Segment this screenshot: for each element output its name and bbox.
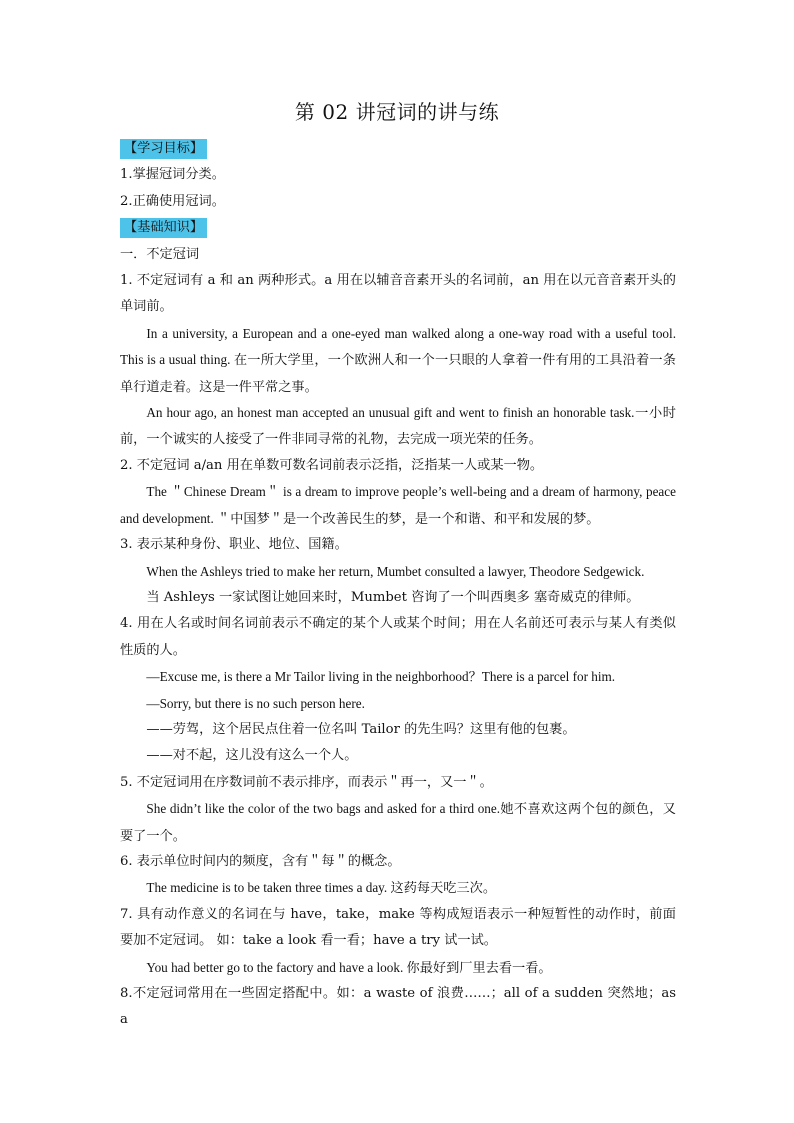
example-paragraph: In a university, a European and a one-eyed man walked along a one-way road with a useful tool. This is a usual thing. 在一所大学里，一个欧洲人和一个一只眼的人拿着一件有用的工具沿着一条单行道走着。这是一件平常之事。 — [120, 325, 676, 394]
example-translation: ——劳驾，这个居民点住着一位名叫 Tailor 的先生吗？这里有他的包裹。 — [146, 721, 576, 737]
rule-paragraph: 7. 具有动作意义的名词在与 have，take，make 等构成短语表示一种短暂性的动作时，前面要加不定冠词。 如：take a look 看一看；have a try 试一试。 — [120, 906, 676, 949]
example-paragraph: When the Ashleys tried to make her return, Mumbet consulted a lawyer, Theodore Sedgewick. — [146, 563, 645, 579]
example-translation: 当 Ashleys 一家试图让她回来时，Mumbet 咨询了一个叫西奥多 塞奇威克的律师。 — [146, 589, 640, 605]
rule-paragraph: 8.不定冠词常用在一些固定搭配中。如：a waste of 浪费……；all of a sudden 突然地；as a — [120, 986, 676, 1028]
example-paragraph: The medicine is to be taken three times a day. 这药每天吃三次。 — [146, 880, 497, 896]
objective-item: 2.正确使用冠词。 — [120, 193, 225, 209]
page-title: 第 02 讲冠词的讲与练 — [294, 100, 500, 124]
rule-paragraph: 3. 表示某种身份、职业、地位、国籍。 — [120, 537, 348, 553]
example-translation: ——对不起，这儿没有这么一个人。 — [146, 748, 358, 764]
example-paragraph: She didn’t like the color of the two bags and asked for a third one.她不喜欢这两个包的颜色，又要了一个。 — [120, 801, 676, 843]
rule-paragraph: 2. 不定冠词 a/an 用在单数可数名词前表示泛指，泛指某一人或某一物。 — [120, 457, 544, 473]
objective-item: 1.掌握冠词分类。 — [120, 167, 225, 183]
example-paragraph: —Excuse me, is there a Mr Tailor living in the neighborhood？There is a parcel for him. — [146, 669, 616, 685]
basics-heading: 【基础知识】 — [120, 218, 207, 238]
rule-paragraph: 5. 不定冠词用在序数词前不表示排序，而表示＂再一，又一＂。 — [120, 774, 493, 790]
rule-paragraph: 1. 不定冠词有 a 和 an 两种形式。a 用在以辅音音素开头的名词前，an 用在以元音音素开头的单词前。 — [120, 273, 676, 315]
example-paragraph: An hour ago, an honest man accepted an unusual gift and went to finish an honorable task.一小时前，一个诚实的人接受了一件非同寻常的礼物，去完成一项光荣的任务。 — [120, 405, 676, 447]
objectives-heading: 【学习目标】 — [120, 139, 207, 159]
example-paragraph: The ＂Chinese Dream＂ is a dream to improve people’s well-being and a dream of harmony, peace and development. ＂中国梦＂是一个改善民生的梦，是一个和谐、和平和发展的梦。 — [120, 484, 676, 526]
example-paragraph: —Sorry, but there is no such person here. — [146, 695, 365, 711]
document-body — [120, 136, 676, 1034]
rule-paragraph: 4. 用在人名或时间名词前表示不确定的某个人或某个时间；用在人名前还可表示与某人有类似性质的人。 — [120, 616, 676, 658]
example-paragraph: You had better go to the factory and have a look. 你最好到厂里去看一看。 — [146, 959, 552, 975]
rule-paragraph: 6. 表示单位时间内的频度，含有＂每＂的概念。 — [120, 853, 401, 869]
part-heading: 一．不定冠词 — [120, 246, 200, 262]
